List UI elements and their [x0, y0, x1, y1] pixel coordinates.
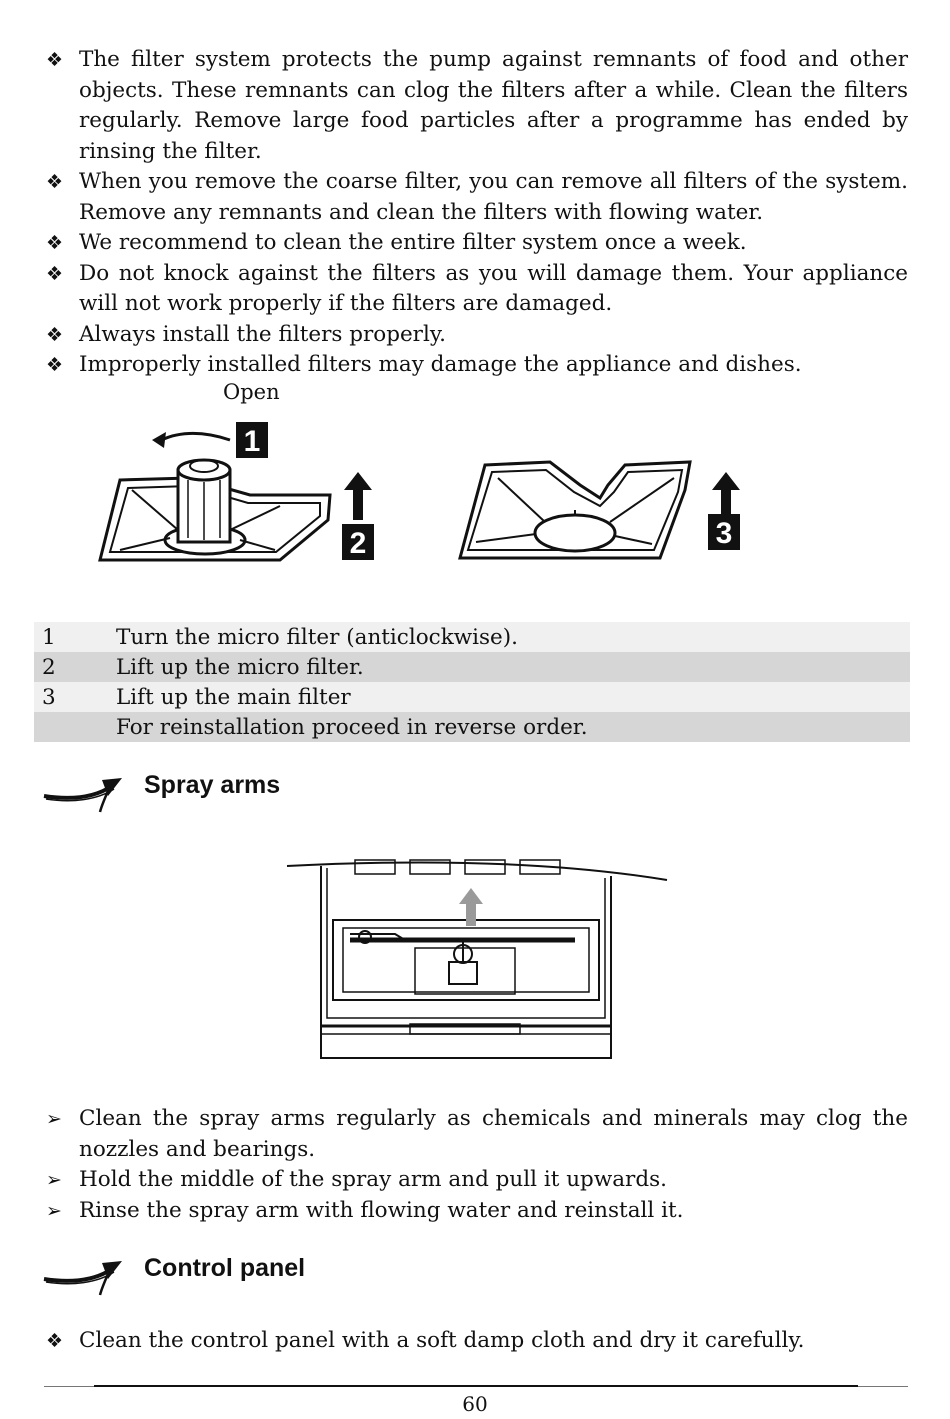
step-badge-1: [236, 422, 268, 458]
step-text: Lift up the micro filter.: [116, 654, 364, 680]
table-row: [34, 682, 910, 712]
diamond-bullet-icon: ❖: [46, 171, 64, 193]
svg-text:1: 1: [243, 425, 261, 458]
diamond-bullet-icon: ❖: [46, 262, 64, 285]
filter-steps-table: [34, 622, 910, 742]
step-badge-2: [342, 524, 374, 560]
list-item: ❖ Improperly installed filters may damage the appliance and dishes.: [44, 350, 908, 381]
step-text: Lift up the main filter: [116, 684, 351, 710]
spray-arms-notes-list: [44, 1104, 908, 1226]
open-label: Open: [223, 380, 280, 404]
rotate-arrow-icon: [152, 432, 166, 448]
step-number: [34, 712, 116, 742]
step-badge-3: [708, 514, 740, 550]
section-arrow-icon: [42, 772, 126, 814]
page-number: 60: [462, 1392, 488, 1416]
step-text: Turn the micro filter (anticlockwise).: [116, 624, 519, 650]
table-row: [34, 712, 910, 742]
list-item: ❖ Clean the control panel with a soft damp cloth and dry it carefully.: [44, 1326, 908, 1357]
list-item: ➢ Clean the spray arms regularly as chemicals and minerals may clog the nozzles and bearings.: [46, 1106, 908, 1162]
table-row: [34, 652, 910, 682]
list-item: ❖ When you remove the coarse filter, you can remove all filters of the system. Remove any remnants and clean the filters with flowing water.: [46, 169, 908, 225]
section-heading-spray-arms: Spray arms: [144, 771, 281, 799]
lift-arrow-icon: [344, 472, 372, 520]
list-item: ➢ Rinse the spray arm with flowing water and reinstall it.: [44, 1196, 908, 1227]
list-item: ❖ We recommend to clean the entire filter system once a week.: [44, 228, 908, 259]
svg-text:2: 2: [349, 527, 367, 560]
diamond-bullet-icon: ❖: [46, 323, 64, 346]
list-item: ➢ Hold the middle of the spray arm and pull it upwards.: [44, 1165, 908, 1196]
list-item: ❖ The filter system protects the pump against remnants of food and other objects. These remnants can clog the filters after a while. Clean the filters regularly. Remove large food particles after a programme has ended by rinsing the filter.: [46, 47, 908, 164]
section-heading-control-panel: Control panel: [144, 1254, 306, 1282]
arrow-bullet-icon: ➢: [46, 1199, 62, 1222]
section-arrow-icon: [42, 1255, 126, 1297]
filter-notes-list: [44, 45, 908, 381]
lift-arrow-icon: [712, 472, 740, 514]
list-item: ❖ Always install the filters properly.: [44, 320, 908, 351]
spray-arm-drawing: [350, 931, 575, 984]
step-number: 3: [42, 684, 56, 710]
footer-divider: [44, 1386, 908, 1387]
diamond-bullet-icon: ❖: [46, 49, 64, 71]
diamond-bullet-icon: ❖: [46, 1330, 64, 1352]
diamond-bullet-icon: ❖: [46, 232, 64, 254]
arrow-bullet-icon: ➢: [46, 1108, 62, 1130]
svg-text:3: 3: [715, 517, 733, 550]
step-text: For reinstallation proceed in reverse order.: [116, 714, 588, 740]
main-filter-drawing: [460, 462, 690, 558]
step-number: 2: [42, 654, 56, 680]
filter-removal-illustration: [80, 410, 760, 580]
coarse-filter-drawing: [100, 433, 330, 560]
control-panel-notes-list: [44, 1326, 908, 1357]
table-row: [34, 622, 910, 652]
diamond-bullet-icon: ❖: [46, 354, 64, 376]
spray-arm-illustration: [285, 858, 670, 1068]
step-number: 1: [42, 624, 56, 650]
arrow-bullet-icon: ➢: [46, 1169, 62, 1191]
list-item: ❖ Do not knock against the filters as you will damage them. Your appliance will not work properly if the filters are damaged.: [46, 260, 908, 316]
